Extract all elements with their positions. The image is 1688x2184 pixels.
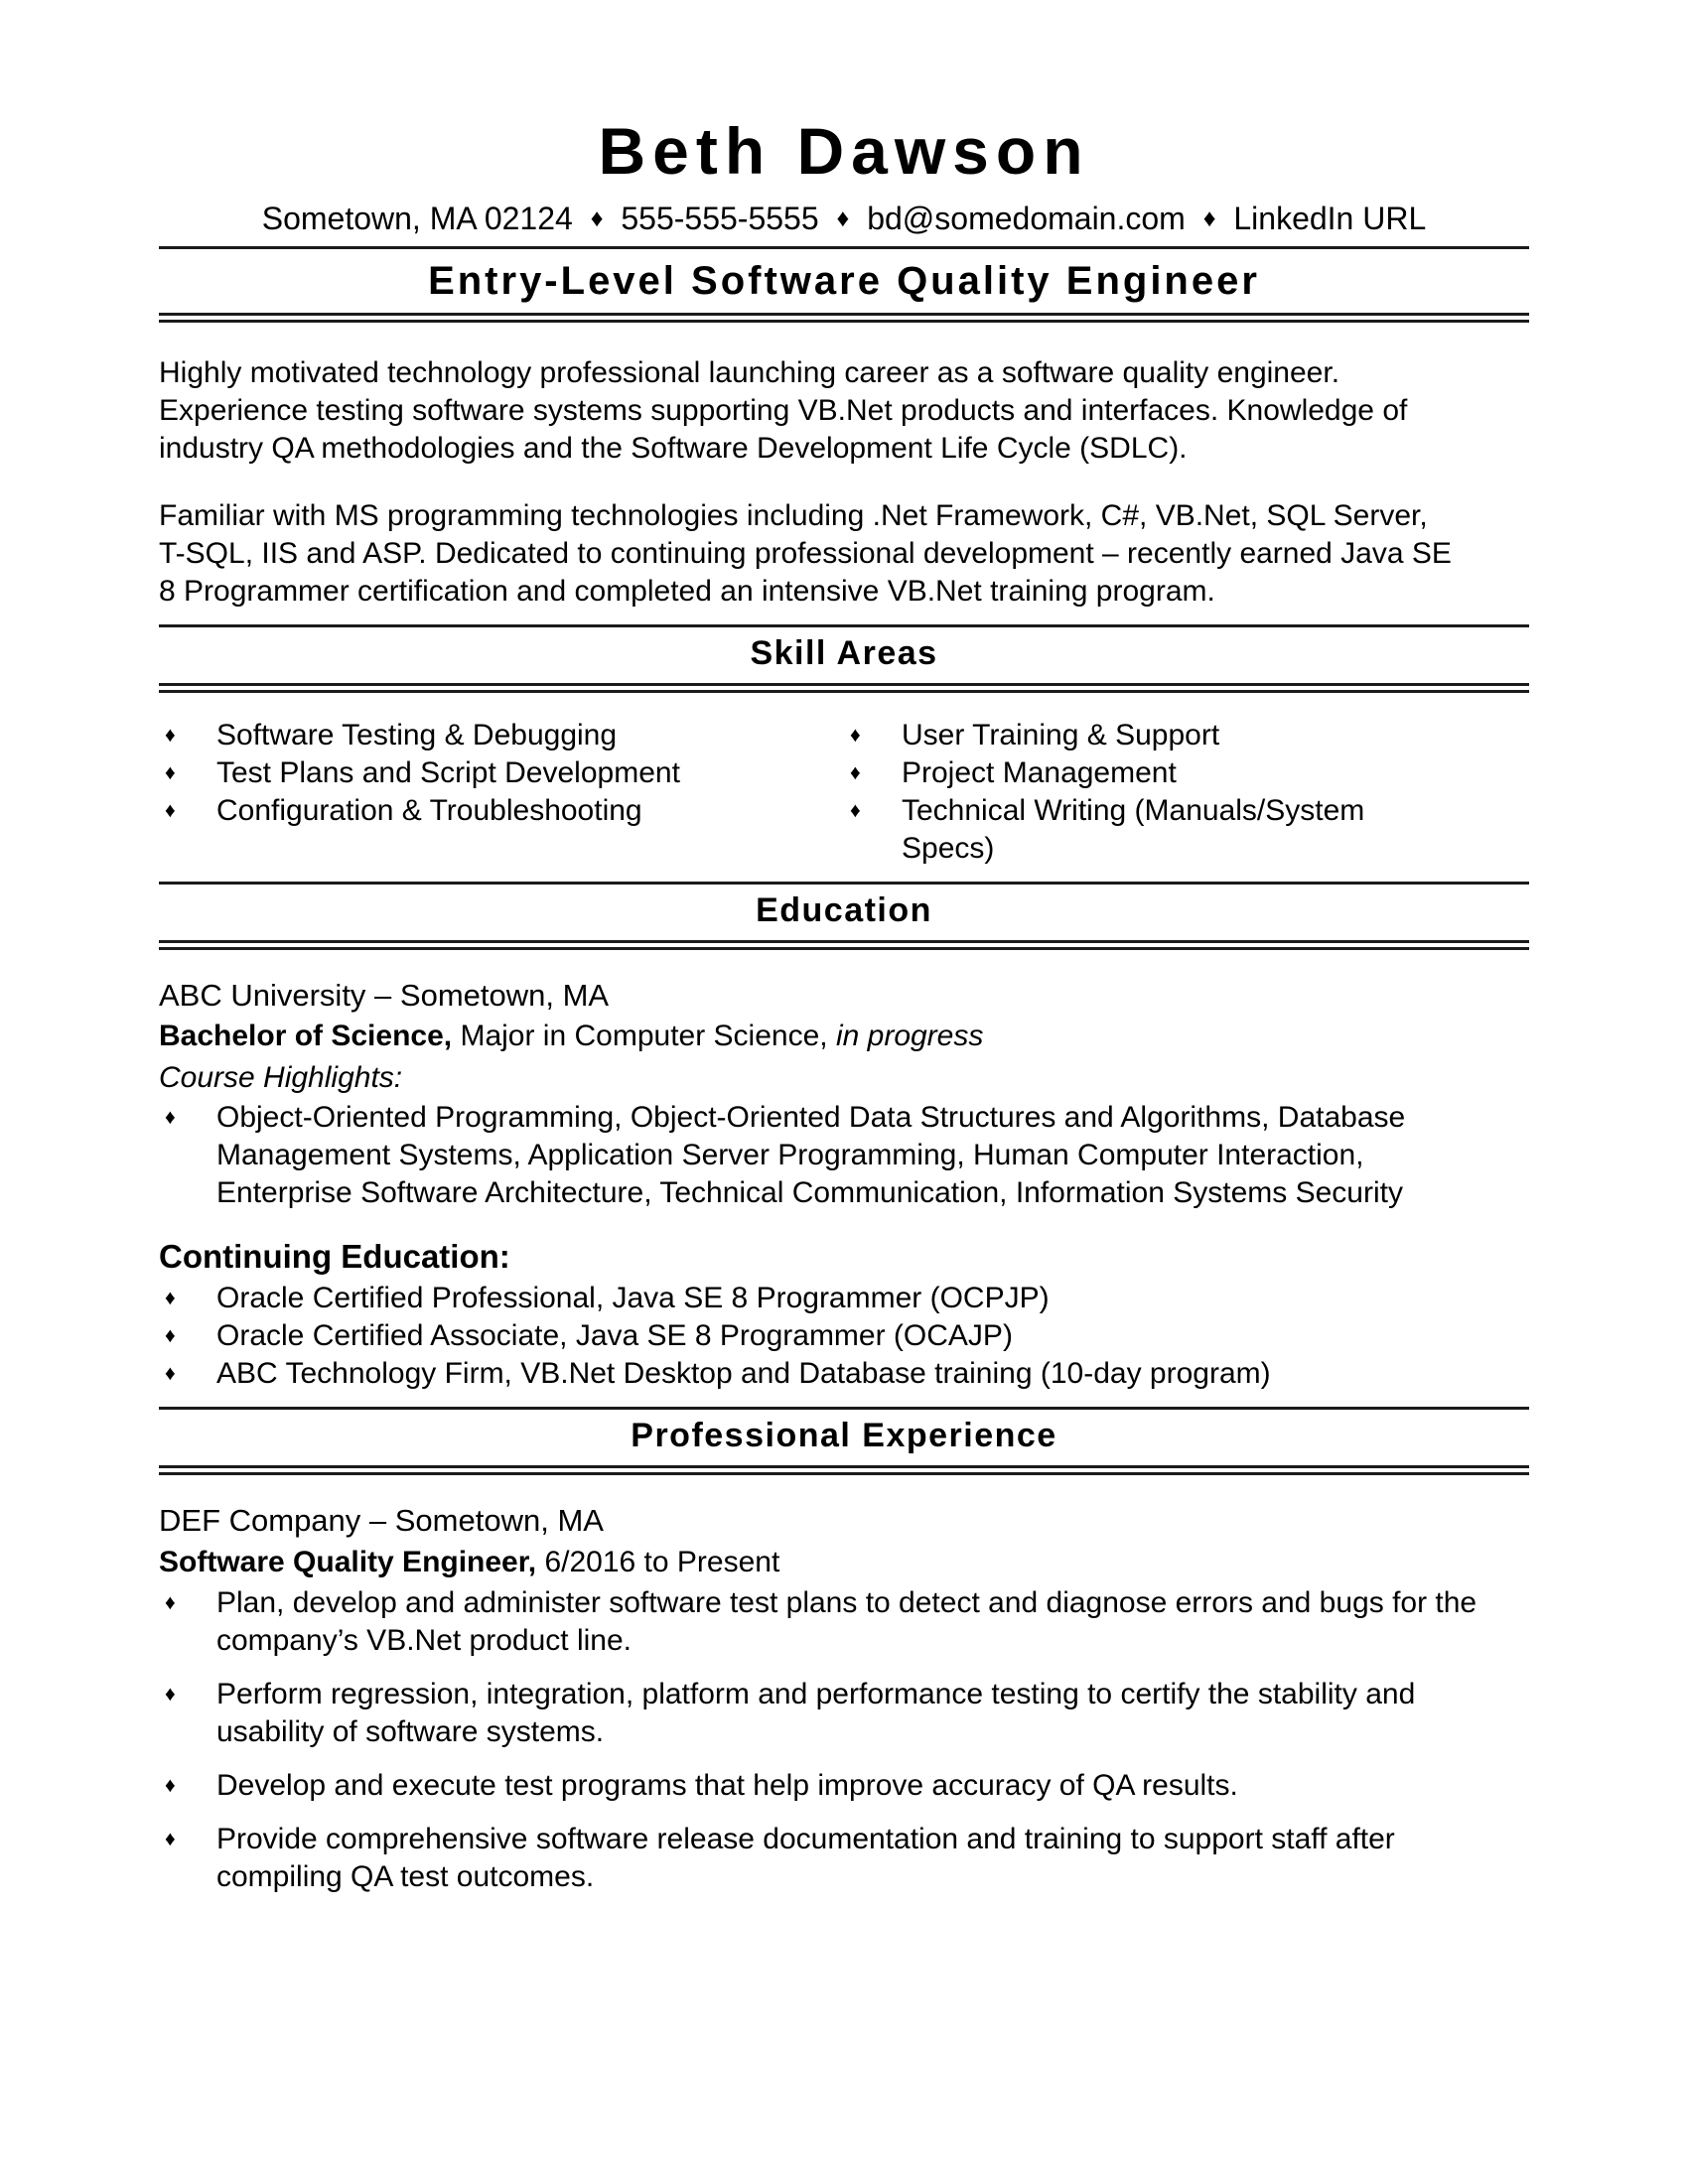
role-title: Software Quality Engineer, — [159, 1546, 537, 1578]
diamond-bullet-icon: ♦ — [165, 724, 176, 747]
degree-status: in progress — [835, 1020, 984, 1052]
experience-bullet-text: Develop and execute test programs that help improve accuracy of QA results. — [216, 1769, 1238, 1802]
continuing-education-item — [159, 1355, 1529, 1393]
course-highlights-list — [159, 1099, 1529, 1212]
skill-label: Project Management — [902, 756, 1177, 789]
certification-text: Oracle Certified Associate, Java SE 8 Programmer (OCAJP) — [216, 1319, 1013, 1352]
certification-text: ABC Technology Firm, VB.Net Desktop and Database training (10-day program) — [216, 1357, 1271, 1390]
diamond-bullet-icon: ♦ — [165, 799, 176, 822]
education-school: ABC University – Sometown, MA — [159, 978, 610, 1013]
diamond-bullet-icon: ♦ — [165, 1106, 176, 1129]
skill-item — [844, 754, 1418, 792]
summary-block — [159, 354, 1529, 611]
skill-item — [159, 717, 733, 754]
contact-email: bd@somedomain.com — [867, 201, 1186, 236]
education-block — [159, 976, 1529, 1393]
diamond-bullet-icon: ♦ — [165, 1774, 176, 1797]
section-heading-education: Education — [756, 891, 932, 929]
diamond-bullet-icon: ♦ — [165, 1324, 176, 1347]
skills-columns — [159, 717, 1529, 868]
experience-bullet — [159, 1676, 1477, 1751]
rule-double — [159, 313, 1529, 323]
skills-column-right — [844, 717, 1529, 868]
skill-item — [159, 792, 733, 830]
skills-section-heading — [159, 624, 1529, 693]
person-name: Beth Dawson — [598, 114, 1090, 188]
continuing-education-label: Continuing Education: — [159, 1238, 510, 1275]
rule-single — [159, 624, 1529, 627]
diamond-separator-icon: ♦ — [590, 205, 604, 232]
skill-label: Software Testing & Debugging — [216, 719, 618, 751]
diamond-bullet-icon: ♦ — [165, 761, 176, 784]
rule-double — [159, 940, 1529, 950]
skill-item — [844, 717, 1418, 754]
summary-paragraph: Highly motivated technology professional launching career as a software quality engineer. Experience testing software systems supporting VB.Net products and interfaces. Knowledge of industry QA methodologies and the Software Development Life Cycle (SDLC). — [159, 356, 1408, 465]
summary-paragraph: Familiar with MS programming technologies including .Net Framework, C#, VB.Net, SQL Server, T-SQL, IIS and ASP. Dedicated to continuing professional development – recently earned Java SE 8 Programmer certification and completed an intensive VB.Net training program. — [159, 499, 1452, 608]
education-section-heading — [159, 882, 1529, 950]
experience-bullet — [159, 1821, 1477, 1896]
skills-column-left — [159, 717, 844, 868]
skill-label: User Training & Support — [902, 719, 1220, 751]
contact-line — [159, 199, 1529, 238]
experience-bullet — [159, 1767, 1477, 1805]
rule-single — [159, 1407, 1529, 1410]
diamond-bullet-icon: ♦ — [165, 1683, 176, 1706]
section-heading-experience: Professional Experience — [631, 1417, 1057, 1454]
certification-text: Oracle Certified Professional, Java SE 8 Programmer (OCPJP) — [216, 1282, 1050, 1314]
diamond-bullet-icon: ♦ — [165, 1287, 176, 1309]
skill-label: Test Plans and Script Development — [216, 756, 680, 789]
experience-bullet-text: Provide comprehensive software release documentation and training to support staff after compiling QA test outcomes. — [216, 1823, 1395, 1893]
experience-bullet-text: Perform regression, integration, platform and performance testing to certify the stability and usability of software systems. — [216, 1678, 1416, 1748]
resume-title: Entry-Level Software Quality Engineer — [428, 259, 1260, 303]
experience-bullet-text: Plan, develop and administer software test plans to detect and diagnose errors and bugs for the company’s VB.Net product line. — [216, 1586, 1477, 1657]
contact-linkedin: LinkedIn URL — [1233, 201, 1427, 236]
diamond-bullet-icon: ♦ — [165, 1828, 176, 1850]
rule-single — [159, 882, 1529, 885]
experience-role — [159, 1541, 1529, 1584]
diamond-bullet-icon: ♦ — [165, 1362, 176, 1385]
skill-label: Configuration & Troubleshooting — [216, 794, 642, 827]
course-item — [159, 1099, 1477, 1212]
experience-bullet-list — [159, 1584, 1529, 1896]
diamond-separator-icon: ♦ — [836, 205, 850, 232]
diamond-bullet-icon: ♦ — [850, 761, 861, 784]
title-section — [159, 246, 1529, 323]
experience-bullet — [159, 1584, 1477, 1660]
skill-item — [159, 754, 733, 792]
continuing-education-list — [159, 1280, 1529, 1393]
diamond-bullet-icon: ♦ — [850, 799, 861, 822]
skill-item — [844, 792, 1418, 868]
skill-label: Technical Writing (Manuals/System Specs) — [902, 794, 1365, 865]
education-degree — [159, 1016, 1529, 1057]
diamond-bullet-icon: ♦ — [165, 1591, 176, 1614]
contact-location: Sometown, MA 02124 — [261, 201, 573, 236]
course-highlights-label: Course Highlights: — [159, 1061, 403, 1094]
continuing-education-item — [159, 1317, 1529, 1355]
role-dates: 6/2016 to Present — [544, 1546, 780, 1578]
degree-major: Major in Computer Science, — [460, 1020, 828, 1052]
continuing-education-item — [159, 1280, 1529, 1317]
experience-company: DEF Company – Sometown, MA — [159, 1503, 604, 1538]
diamond-bullet-icon: ♦ — [850, 724, 861, 747]
experience-block — [159, 1501, 1529, 1896]
course-text: Object-Oriented Programming, Object-Oriented Data Structures and Algorithms, Database Management Systems, Application Server Programming, Human Computer Interaction, Enterprise Software Architecture, Technical Communication, Information Systems Security — [216, 1101, 1406, 1209]
contact-phone: 555-555-5555 — [621, 201, 819, 236]
diamond-separator-icon: ♦ — [1202, 205, 1216, 232]
rule-double — [159, 683, 1529, 693]
degree-title: Bachelor of Science, — [159, 1020, 453, 1052]
section-heading-skills: Skill Areas — [750, 634, 938, 672]
experience-section-heading — [159, 1407, 1529, 1475]
rule-single — [159, 246, 1529, 249]
rule-double — [159, 1465, 1529, 1475]
